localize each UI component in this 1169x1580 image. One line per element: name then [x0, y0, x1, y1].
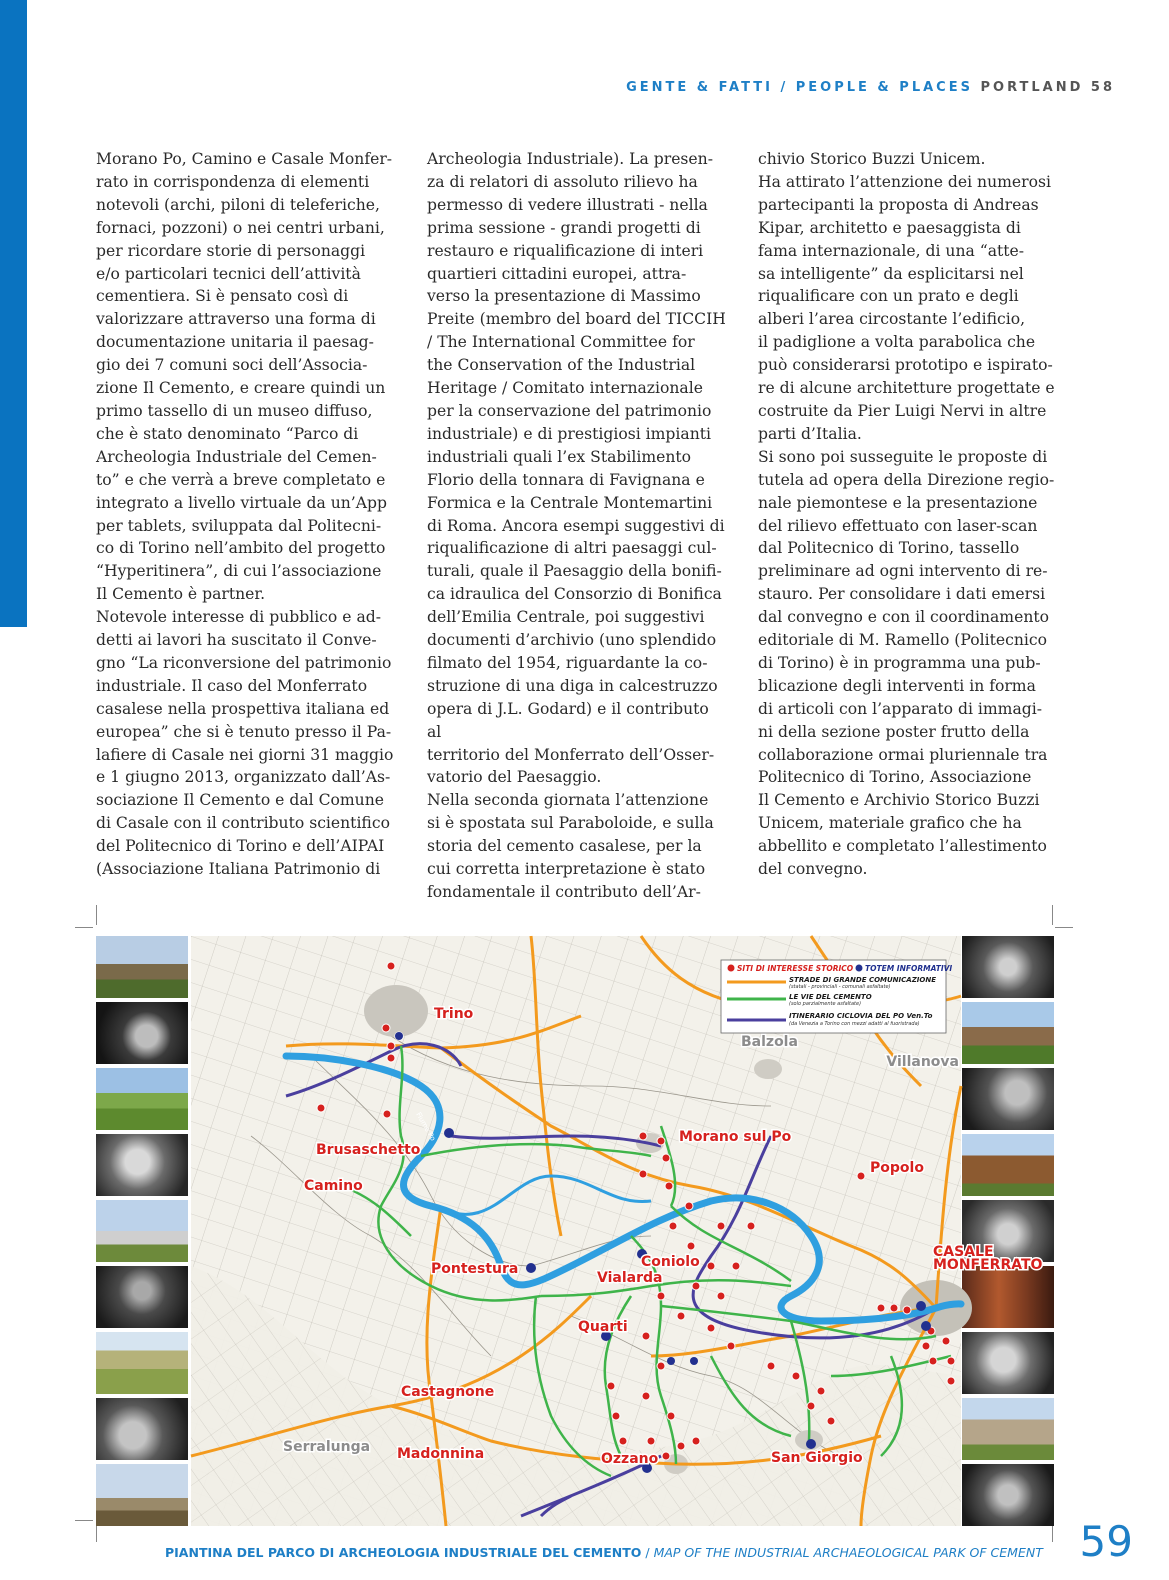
text-line: alberi l’area circostante l’edificio, [758, 310, 1026, 329]
photo-tower-structure [962, 1134, 1054, 1196]
text-line: fondamentale il contributo dell’Ar- [427, 883, 701, 901]
photo-rotary-kiln [962, 1266, 1054, 1328]
place-coniolo: Coniolo [641, 1254, 700, 1270]
text-line: europea” che si è tenuto presso il Pa- [96, 722, 392, 741]
text-line: the Conservation of the Industrial [427, 356, 696, 375]
legend-cement-ways-sub: (solo parzialmente asfaltate) [789, 1001, 862, 1007]
photo-tunnel-workers [96, 1266, 188, 1328]
caption-italian: PIANTINA DEL PARCO DI ARCHEOLOGIA INDUSTRIALE DEL CEMENTO [165, 1545, 642, 1560]
place-pontestura: Pontestura [431, 1261, 519, 1277]
text-line: opera di J.L. Godard) e il contributo al [427, 699, 709, 741]
text-line: del Politecnico di Torino e dell’AIPAI [96, 837, 385, 856]
magazine-issue: PORTLAND 58 [980, 80, 1115, 95]
text-line: vatorio del Paesaggio. [427, 768, 602, 787]
photo-workers-portrait [962, 936, 1054, 998]
text-line: valorizzare attraverso una forma di [96, 310, 376, 329]
photo-brick-tower [962, 1002, 1054, 1064]
text-line: dal Politecnico di Torino, tassello [758, 539, 1020, 558]
text-line: Formica e la Centrale Montemartini [427, 493, 713, 512]
crop-mark [96, 905, 97, 925]
photo-crowd [962, 1464, 1054, 1526]
text-line: chivio Storico Buzzi Unicem. [758, 150, 986, 168]
photo-chimneys [96, 1464, 188, 1526]
text-line: co di Torino nell’ambito del progetto [96, 539, 386, 558]
text-line: riqualificazione di altri paesaggi cul- [427, 539, 717, 558]
text-line: tutela ad opera della Direzione regio- [758, 470, 1055, 489]
text-line: Morano Po, Camino e Casale Monfer- [96, 150, 393, 168]
text-line: Nella seconda giornata l’attenzione [427, 791, 709, 810]
text-line: industriale) e di prestigiosi impianti [427, 424, 711, 443]
text-line: nale piemontese e la presentazione [758, 493, 1038, 512]
text-line: primo tassello di un museo diffuso, [96, 401, 373, 420]
place-castagnone: Castagnone [401, 1384, 495, 1400]
text-line: partecipanti la proposta di Andreas [758, 195, 1039, 214]
text-line: turali, quale il Paesaggio della bonifi- [427, 562, 722, 581]
text-line: rato in corrispondenza di elementi [96, 172, 370, 191]
text-line: re di alcune architetture progettate e [758, 379, 1055, 398]
place-casale: CASALE [933, 1244, 994, 1260]
text-line: e 1 giugno 2013, organizzato dall’As- [96, 768, 391, 787]
text-line: Ha attirato l’attenzione dei numerosi [758, 172, 1051, 191]
park-map [191, 936, 1043, 1526]
text-line: Preite (membro del board del TICCIH [427, 310, 726, 329]
text-line: quartieri cittadini europei, attra- [427, 264, 687, 283]
text-line: fornaci, pozzoni) o nei centri urbani, [96, 218, 385, 237]
text-line: / The International Committee for [427, 333, 695, 352]
legend-cycle-route: ITINERARIO CICLOVIA DEL PO Ven.To [789, 1012, 933, 1020]
text-line: cementiera. Si è pensato così di [96, 287, 349, 306]
text-line: Florio della tonnara di Favignana e [427, 470, 705, 489]
text-line: casalese nella prospettiva italiana ed [96, 699, 390, 718]
text-line: struzione di una diga in calcestruzzo [427, 676, 718, 695]
text-line: zione Il Cemento, e creare quindi un [96, 379, 386, 398]
text-line: di Torino) è in programma una pub- [758, 653, 1041, 672]
text-line: del rilievo effettuato con laser-scan [758, 516, 1038, 535]
text-line: permesso di vedere illustrati - nella [427, 195, 708, 214]
text-line: restauro e riqualificazione di interi [427, 241, 704, 260]
text-line: può considerarsi prototipo e ispirato- [758, 356, 1053, 375]
place-balzola: Balzola [741, 1034, 798, 1050]
text-line: documentazione unitaria il paesag- [96, 333, 374, 352]
map-figure [96, 936, 1056, 1526]
text-line: riqualificare con un prato e degli [758, 287, 1019, 306]
map-legend [721, 960, 952, 1033]
river-label: Fiume Po [414, 1111, 437, 1143]
text-line: lafiere di Casale nei giorni 31 maggio [96, 745, 394, 764]
legend-totems: TOTEM INFORMATIVI [865, 964, 953, 973]
photo-kiln-tower [96, 936, 188, 998]
text-line: cui corretta interpretazione è stato [427, 860, 706, 879]
text-column-1 [96, 148, 396, 881]
text-line: costruite da Pier Luigi Nervi in altre [758, 401, 1047, 420]
text-line: Heritage / Comitato internazionale [427, 379, 703, 398]
crop-mark [1055, 927, 1073, 928]
text-line: documenti d’archivio (uno splendido [427, 631, 717, 650]
text-line: Archeologia Industriale). La presen- [427, 150, 713, 168]
text-line: sa intelligente” da esplicitarsi nel [758, 264, 1024, 283]
text-line: blicazione degli interventi in forma [758, 676, 1036, 695]
legend-roads: STRADE DI GRANDE COMUNICAZIONE [789, 976, 936, 984]
text-line: za di relatori di assoluto rilievo ha [427, 172, 698, 191]
caption-separator: / [641, 1545, 654, 1560]
text-line: storia del cemento casalese, per la [427, 837, 702, 856]
photo-stone-cutters [96, 1398, 188, 1460]
text-line: dell’Emilia Centrale, poi suggestivi [427, 608, 705, 627]
text-line: detti ai lavori ha suscitato il Conve- [96, 631, 377, 650]
text-line: sociazione Il Cemento e dal Comune [96, 791, 384, 810]
text-line: verso la presentazione di Massimo [427, 287, 701, 306]
crop-mark [1052, 905, 1053, 925]
place-brusaschetto: Brusaschetto [316, 1142, 421, 1158]
photo-cement-works [96, 1200, 188, 1262]
text-line: filmato del 1954, riguardante la co- [427, 653, 708, 672]
place-trino: Trino [434, 1006, 474, 1022]
text-line: gio dei 7 comuni soci dell’Associa- [96, 356, 368, 375]
text-line: preliminare ad ogni intervento di re- [758, 562, 1048, 581]
place-quarti: Quarti [578, 1319, 628, 1335]
crop-mark [75, 1520, 93, 1521]
place-san-giorgio: San Giorgio [771, 1450, 863, 1466]
text-line: integrato a livello virtuale da un’App [96, 493, 387, 512]
text-line: il padiglione a volta parabolica che [758, 333, 1036, 352]
text-line: per tablets, sviluppata dal Politecni- [96, 516, 382, 535]
text-line: Notevole interesse di pubblico e ad- [96, 608, 381, 627]
text-line: prima sessione - grandi progetti di [427, 218, 701, 237]
text-line: notevoli (archi, piloni di teleferiche, [96, 195, 380, 214]
text-line: editoriale di M. Ramello (Politecnico [758, 631, 1047, 650]
text-line: di Casale con il contributo scientifico [96, 814, 390, 833]
photo-farmhouse [962, 1398, 1054, 1460]
text-line: di Roma. Ancora esempi suggestivi di [427, 516, 725, 535]
text-line: abbellito e completato l’allestimento [758, 837, 1047, 856]
text-line: ca idraulica del Consorzio di Bonifica [427, 585, 722, 604]
text-line: Archeologia Industriale del Cemen- [96, 447, 377, 466]
text-column-2 [427, 148, 727, 904]
legend-cement-ways: LE VIE DEL CEMENTO [789, 993, 872, 1001]
text-line: del convegno. [758, 860, 868, 879]
text-line: Si sono poi susseguite le proposte di [758, 447, 1048, 466]
place-ozzano: Ozzano [601, 1451, 659, 1467]
text-line: collaborazione ormai pluriennale tra [758, 745, 1048, 764]
figure-caption [165, 1545, 1043, 1560]
text-line: Il Cemento e Archivio Storico Buzzi [758, 791, 1040, 810]
photo-women-workers [962, 1332, 1054, 1394]
text-line: industriali quali l’ex Stabilimento [427, 447, 692, 466]
caption-english: MAP OF THE INDUSTRIAL ARCHAEOLOGICAL PARK OF CEMENT [653, 1545, 1043, 1560]
place-madonnina: Madonnina [397, 1446, 485, 1462]
text-line: gno “La riconversione del patrimonio [96, 653, 392, 672]
text-line: Kipar, architetto e paesaggista di [758, 218, 1021, 237]
text-line: di articoli con l’apparato di immagi- [758, 699, 1042, 718]
running-head [626, 80, 1115, 95]
text-line: territorio del Monferrato dell’Osser- [427, 745, 715, 764]
text-line: (Associazione Italiana Patrimonio di [96, 860, 381, 879]
text-line: fama internazionale, di una “atte- [758, 241, 1025, 260]
photo-quarry-workers [96, 1134, 188, 1196]
text-line: Il Cemento è partner. [96, 585, 266, 604]
place-camino: Camino [304, 1178, 363, 1194]
text-line: “Hyperitinera”, di cui l’associazione [96, 562, 382, 581]
text-line: dal convegno e con il coordinamento [758, 608, 1050, 627]
text-line: industriale. Il caso del Monferrato [96, 676, 368, 695]
page-number: 59 [1079, 1517, 1133, 1566]
place-villanova: Villanova [886, 1054, 959, 1070]
text-line: parti d’Italia. [758, 424, 862, 443]
place-serralunga: Serralunga [283, 1439, 371, 1455]
legend-sites: SITI DI INTERESSE STORICO [737, 964, 854, 973]
map-svg [191, 936, 1043, 1526]
text-column-3 [758, 148, 1058, 881]
text-line: e/o particolari tecnici dell’attività [96, 264, 361, 283]
photo-machinery [962, 1068, 1054, 1130]
place-monferrato: MONFERRATO [933, 1257, 1043, 1273]
text-line: Politecnico di Torino, Associazione [758, 768, 1032, 787]
text-line: per la conservazione del patrimonio [427, 401, 712, 420]
section-title: GENTE & FATTI / PEOPLE & PLACES [626, 80, 973, 95]
text-line: per ricordare storie di personaggi [96, 241, 366, 260]
legend-cycle-route-sub: (da Venezia a Torino con mezzi adatti al fuoristrada) [789, 1021, 920, 1027]
place-vialarda: Vialarda [597, 1270, 663, 1286]
text-line: stauro. Per consolidare i dati emersi [758, 585, 1046, 604]
text-line: to” e che verrà a breve completato e [96, 470, 386, 489]
legend-roads-sub: (statali - provinciali - comunali asfaltate) [789, 984, 891, 990]
place-popolo: Popolo [870, 1160, 924, 1176]
text-line: Unicem, materiale grafico che ha [758, 814, 1022, 833]
edge-color-bar [0, 0, 27, 627]
photo-miner-tunnel [96, 1002, 188, 1064]
photo-landscape-vineyard [96, 1332, 188, 1394]
crop-mark [75, 927, 93, 928]
text-line: si è spostata sul Paraboloide, e sulla [427, 814, 714, 833]
text-line: che è stato denominato “Parco di [96, 424, 359, 443]
photo-green-hills [96, 1068, 188, 1130]
place-morano: Morano sul Po [679, 1129, 792, 1145]
text-line: ni della sezione poster frutto della [758, 722, 1030, 741]
